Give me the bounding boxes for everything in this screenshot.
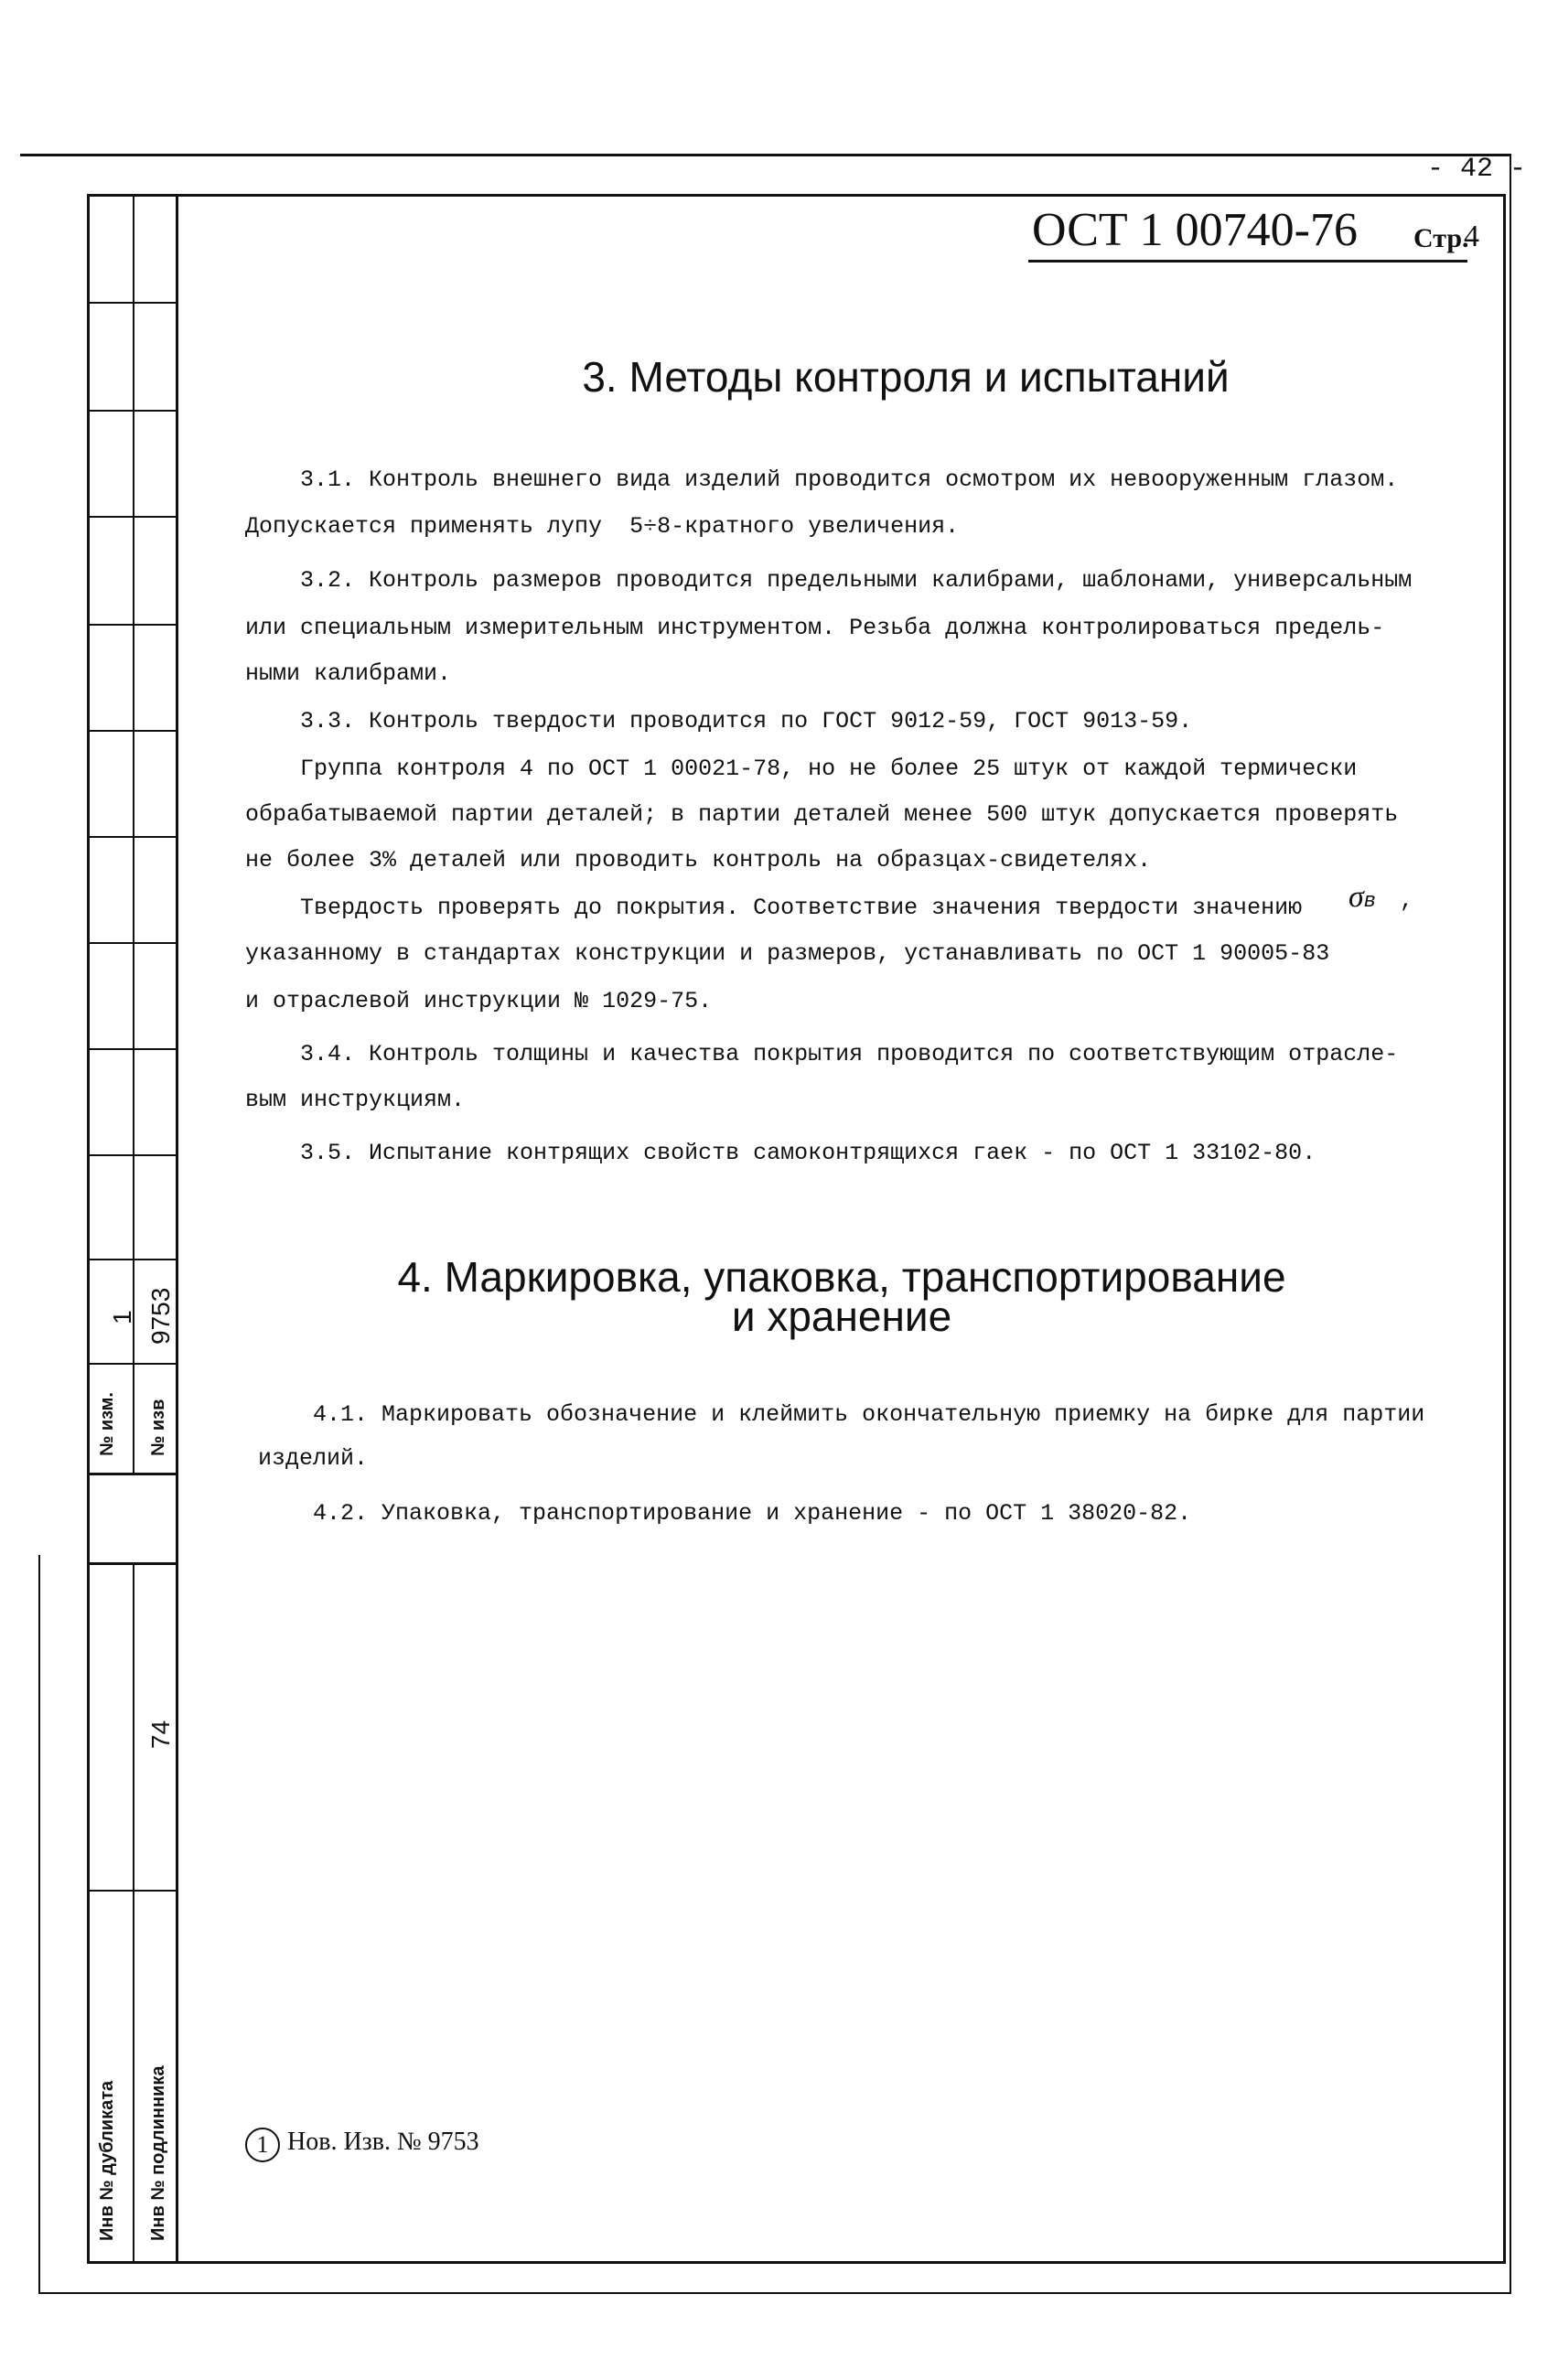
section-3-title: 3. Методы контроля и испытаний <box>582 353 1230 401</box>
footnote-text: Нов. Изв. № 9753 <box>287 2128 479 2156</box>
sigma-glyph: σ <box>1348 880 1364 914</box>
strip-row <box>87 730 178 732</box>
strip-col-1 <box>133 194 134 1474</box>
strip-row <box>87 516 178 518</box>
s3-line: вым инструкциям. <box>245 1087 466 1113</box>
s4-line: изделий. <box>258 1445 369 1472</box>
s3-line: указанному в стандартах конструкции и размеров, устанавливать по ОСТ 1 90005-83 <box>245 940 1330 967</box>
sheet-label: Стр. <box>1413 223 1469 253</box>
section-4-title-continued: и хранение <box>731 1292 952 1340</box>
strip-row <box>87 624 178 626</box>
s3-line: 3.5. Испытание контрящих свойств самоконтрящихся гаек - по ОСТ 1 33102-80. <box>245 1140 1316 1166</box>
strip-row <box>87 1154 178 1156</box>
outer-right-rule <box>1510 154 1511 2294</box>
strip-row <box>87 302 178 304</box>
strip-row <box>87 1259 178 1260</box>
strip-lower-col <box>133 1562 134 2263</box>
label-original-inventory: Инв № подлинника <box>148 2065 168 2241</box>
s3-line: и отраслевой инструкции № 1029-75. <box>245 988 713 1014</box>
label-notice-number: № изв <box>148 1399 168 1456</box>
s4-line: 4.1. Маркировать обозначение и клеймить окончательную приемку на бирке для партии <box>258 1401 1425 1428</box>
s3-line: 3.1. Контроль внешнего вида изделий проводится осмотром их невооруженным глазом. <box>245 466 1399 493</box>
inventory-number: 74 <box>146 1720 175 1749</box>
strip-row <box>87 836 178 838</box>
outer-bottom-rule <box>38 2292 1511 2294</box>
label-change-number: № изм. <box>97 1392 117 1456</box>
s3-line: ными калибрами. <box>245 660 452 687</box>
sigma-b-symbol <box>1348 880 1413 915</box>
strip-row <box>87 1048 178 1050</box>
page-number: - 42 - <box>1427 154 1527 185</box>
frame-top <box>87 194 1505 197</box>
footnote-marker: 1 <box>245 2128 280 2162</box>
strip-row <box>87 942 178 944</box>
strip-row <box>87 1363 178 1365</box>
strip-lower-row <box>87 1890 178 1892</box>
section-4-title: 4. Маркировка, упаковка, транспортирование <box>397 1253 1286 1301</box>
strip-row <box>87 1473 178 1475</box>
strip-col-2 <box>176 194 178 2263</box>
sigma-trailing: , <box>1399 887 1413 914</box>
s3-line: обрабатываемой партии деталей; в партии деталей менее 500 штук допускается проверять <box>245 801 1399 828</box>
s3-line: 3.2. Контроль размеров проводится предельными калибрами, шаблонами, универсальным <box>245 567 1413 594</box>
top-rule <box>20 154 1511 156</box>
notice-number: 9753 <box>146 1287 175 1345</box>
label-duplicate-inventory: Инв № дубликата <box>97 2080 117 2241</box>
outer-left-rule <box>38 1555 40 2294</box>
sheet-number: 4 <box>1464 220 1479 253</box>
s3-line: 3.3. Контроль твердости проводится по ГОСТ 9012-59, ГОСТ 9013-59. <box>245 708 1193 734</box>
s3-line: Допускается применять лупу 5÷8-кратного увеличения. <box>245 513 960 540</box>
strip-row <box>87 410 178 412</box>
s4-line: 4.2. Упаковка, транспортирование и хранение - по ОСТ 1 38020-82. <box>258 1500 1192 1527</box>
s3-line: не более 3% деталей или проводить контроль на образцах-свидетелях. <box>245 847 1152 874</box>
s3-line: или специальным измерительным инструментом. Резьба должна контролироваться предель- <box>245 615 1385 641</box>
frame-left <box>87 194 90 2263</box>
standard-code: ОСТ 1 00740-76 <box>1032 204 1358 256</box>
frame-bottom <box>87 2261 1506 2264</box>
sigma-subscript: в <box>1363 890 1376 913</box>
s3-line: 3.4. Контроль толщины и качества покрытия проводится по соответствующим отрасле- <box>245 1041 1399 1067</box>
frame-right <box>1503 194 1506 2263</box>
header-underline <box>1028 260 1467 263</box>
s3-line: Твердость проверять до покрытия. Соответствие значения твердости значению <box>245 895 1303 921</box>
change-number: 1 <box>108 1310 136 1324</box>
s3-line: Группа контроля 4 по ОСТ 1 00021-78, но не более 25 штук от каждой термически <box>245 756 1358 782</box>
